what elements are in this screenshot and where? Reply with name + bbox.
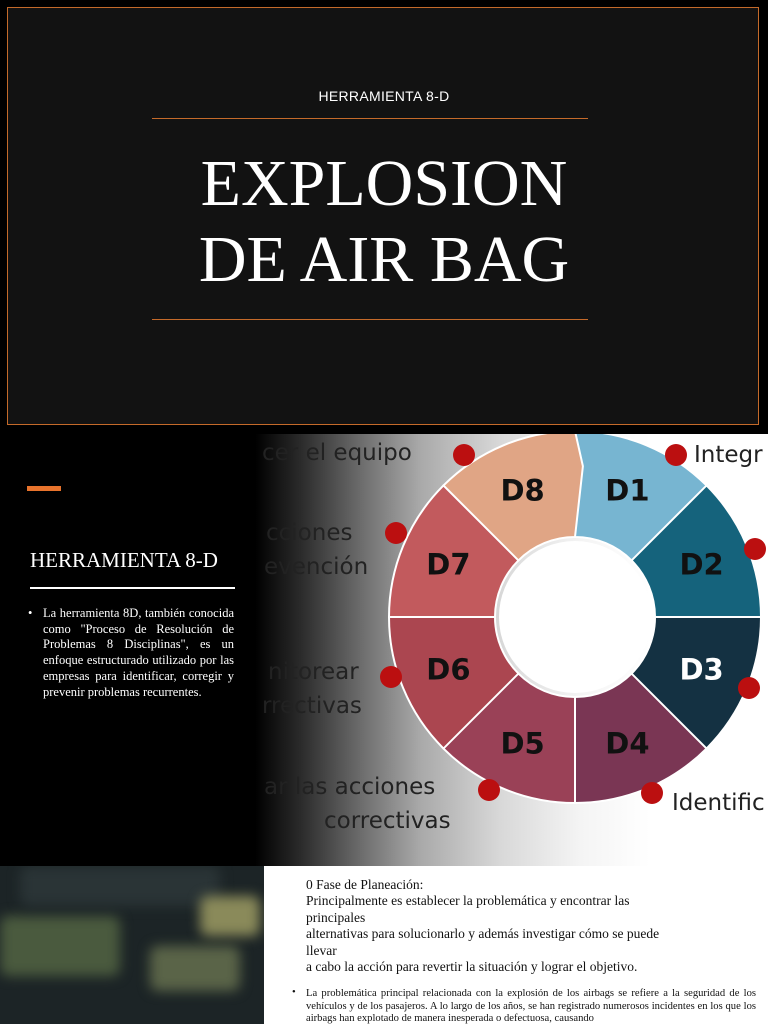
label-mid-left-2: evención xyxy=(264,554,369,580)
planning-line-4: alternativas para solucionarlo y además investigar cómo se puede xyxy=(306,926,660,942)
marker-dot-7 xyxy=(380,666,402,688)
planning-text xyxy=(306,877,726,975)
wheel-segment-label-d5: D5 xyxy=(500,726,545,761)
label-bottom-right: Identific xyxy=(672,790,765,816)
marker-dot-6 xyxy=(478,779,500,801)
planning-line-6: a cabo la acción para revertir la situación y lograr el objetivo. xyxy=(306,959,638,975)
marker-dot-8 xyxy=(385,522,407,544)
label-bottom-2: correctivas xyxy=(324,808,451,834)
title-line-2: DE AIR BAG xyxy=(198,223,570,296)
marker-dot-2 xyxy=(665,444,687,466)
planning-slide xyxy=(0,866,768,1024)
blurred-photo xyxy=(0,866,264,1024)
label-left-2: rrectivas xyxy=(262,693,362,719)
orange-accent-bar xyxy=(27,486,61,491)
wheel-segment-label-d8: D8 xyxy=(500,473,545,508)
bullet-marker: • xyxy=(28,606,33,620)
label-left-1: nitorear xyxy=(268,659,359,685)
wheel-segment-label-d2: D2 xyxy=(679,547,724,582)
problem-bullet xyxy=(292,988,756,1024)
top-divider xyxy=(152,118,588,119)
bullet-text: La herramienta 8D, también conocida como "Proceso de Resolución de Problemas 8 Disciplinas", es un enfoque estructurado utilizado por las empresas para identificar, corregir y prevenir problemas recurrentes. xyxy=(43,606,234,699)
title-slide-subtitle: HERRAMIENTA 8-D xyxy=(318,88,450,104)
planning-line-5: llevar xyxy=(306,942,337,958)
wheel-center xyxy=(499,541,651,693)
heading-underline xyxy=(30,587,235,589)
bullet-marker: • xyxy=(292,987,296,998)
wheel-segment-label-d7: D7 xyxy=(426,547,471,582)
wheel-segment-label-d4: D4 xyxy=(605,726,650,761)
wheel-segment-label-d6: D6 xyxy=(426,652,471,687)
description-bullet xyxy=(28,606,234,700)
label-top-left: cer el equipo xyxy=(262,440,412,466)
title-slide-title xyxy=(0,146,768,298)
marker-dot-1 xyxy=(453,444,475,466)
marker-dot-4 xyxy=(738,677,760,699)
label-mid-left-1: cciones xyxy=(266,520,353,546)
title-slide xyxy=(0,0,768,432)
planning-line-1: 0 Fase de Planeación: xyxy=(306,877,424,892)
bottom-divider xyxy=(152,319,588,320)
herramienta-slide xyxy=(0,434,768,866)
planning-line-2: Principalmente es establecer la problemática y encontrar las xyxy=(306,893,630,909)
marker-dot-3 xyxy=(744,538,766,560)
planning-line-3: principales xyxy=(306,909,366,925)
label-top-right: Integr xyxy=(694,442,763,468)
marker-dot-5 xyxy=(641,782,663,804)
title-line-1: EXPLOSION xyxy=(200,147,568,220)
wheel-segment-label-d1: D1 xyxy=(605,473,650,508)
wheel-segment-label-d3: D3 xyxy=(679,652,724,687)
slide-heading: HERRAMIENTA 8-D xyxy=(30,548,218,572)
label-bottom-1: ar las acciones xyxy=(264,774,436,800)
bullet-text: La problemática principal relacionada con la explosión de los airbags se refiere a la seguridad de los vehículos y de los pasajeros. A lo largo de los años, se han registrado numerosos incidentes en los que los airbags han explotado de manera inesperada o defectuosa, causando xyxy=(306,988,756,1024)
